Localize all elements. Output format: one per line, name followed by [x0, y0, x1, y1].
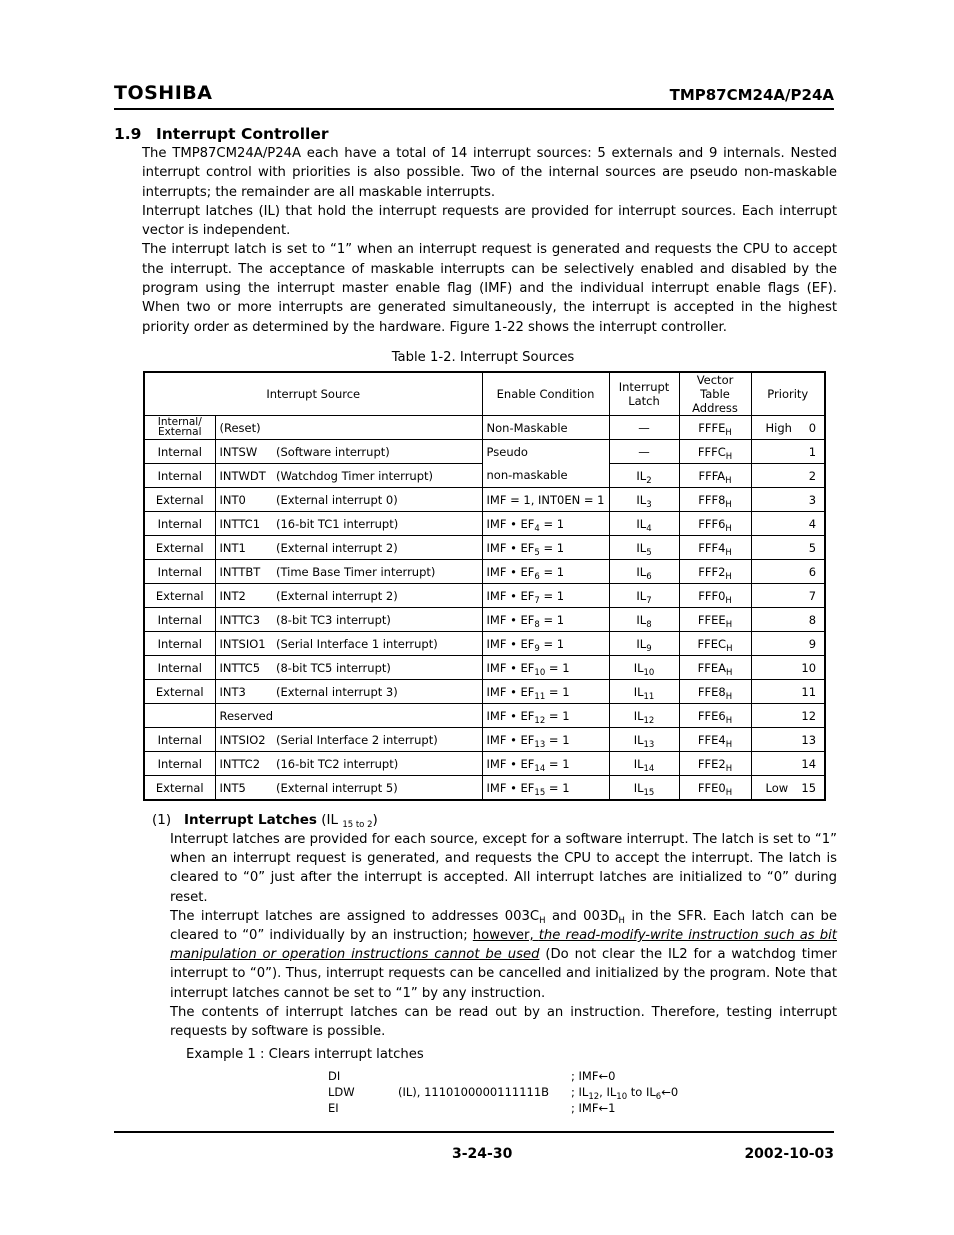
interrupt-sources-table: [143, 371, 826, 801]
latch-cell: $IL_9$: [609, 632, 679, 656]
table-row: [144, 416, 825, 440]
table-row: [144, 680, 825, 704]
section-number: 1.9: [114, 125, 142, 143]
vector-cell: $FFF8_H$: [679, 488, 751, 512]
table-caption: Table 1-2. Interrupt Sources: [391, 350, 575, 365]
priority-cell: High 0: [751, 416, 825, 440]
latch-cell: $IL_5$: [609, 536, 679, 560]
priority-cell: 5: [751, 536, 825, 560]
latch-cell: $IL_{15}$: [609, 776, 679, 801]
priority-cell: 12: [751, 704, 825, 728]
intro-paragraph-3: The interrupt latch is set to “1” when an interrupt request is generated and requests the CPU to accept the interrupt. The acceptance of maskable interrupts can be selectively enabled and disabled by the program using the interrupt master enable flag (IMF) and the individual interrupt enable flags (EF). When two or more interrupts are generated simultaneously, the interrupt is accepted in the highest priority order as determined by the hardware. Figure 1-22 shows the interrupt controller.: [142, 242, 837, 335]
priority-cell: 9: [751, 632, 825, 656]
priority-cell: 11: [751, 680, 825, 704]
source-name-cell: INTSW: [215, 440, 272, 464]
priority-cell: 13: [751, 728, 825, 752]
table-row: [144, 488, 825, 512]
source-desc-cell: (External interrupt 0): [272, 488, 482, 512]
enable-cell: Non-Maskable: [482, 416, 609, 440]
source-desc-cell: [272, 704, 482, 728]
priority-cell: 6: [751, 560, 825, 584]
enable-cell: IMF • $EF_4 = 1$: [482, 512, 609, 536]
table-row: [144, 464, 825, 488]
source-name-cell: INTWDT: [215, 464, 272, 488]
enable-cell: IMF • $EF_7 = 1$: [482, 584, 609, 608]
vector-cell: $FFEA_H$: [679, 656, 751, 680]
source-name-cell: INTTC5: [215, 656, 272, 680]
source-desc-cell: (16-bit TC1 interrupt): [272, 512, 482, 536]
latch-cell: $IL_{11}$: [609, 680, 679, 704]
priority-cell: 14: [751, 752, 825, 776]
section-title-text: Interrupt Controller: [156, 125, 329, 143]
type-cell: Internal: [144, 728, 215, 752]
vector-cell: $FFE8_H$: [679, 680, 751, 704]
latch-cell: $IL_4$: [609, 512, 679, 536]
vector-cell: $FFEC_H$: [679, 632, 751, 656]
latch-cell: $IL_7$: [609, 584, 679, 608]
enable-cell: Pseudo: [482, 440, 609, 464]
enable-cell: IMF • $EF_{15} = 1$: [482, 776, 609, 801]
source-name-cell: INTTC3: [215, 608, 272, 632]
enable-cell: IMF • $EF_{13} = 1$: [482, 728, 609, 752]
code-line: DI ; IMF←0: [328, 1069, 616, 1083]
source-name-cell: INT3: [215, 680, 272, 704]
latch-cell: $IL_{12}$: [609, 704, 679, 728]
source-name-cell: INT0: [215, 488, 272, 512]
type-cell: External: [144, 584, 215, 608]
enable-cell: IMF • $EF_5 = 1$: [482, 536, 609, 560]
footer-rule: [114, 1131, 834, 1133]
section-intro: [142, 144, 837, 337]
vector-cell: $FFFA_H$: [679, 464, 751, 488]
type-cell: Internal: [144, 440, 215, 464]
table-row: [144, 632, 825, 656]
priority-cell: 4: [751, 512, 825, 536]
vector-cell: $FFFC_H$: [679, 440, 751, 464]
source-desc-cell: (8-bit TC3 interrupt): [272, 608, 482, 632]
source-desc-cell: (External interrupt 2): [272, 584, 482, 608]
table-row: [144, 704, 825, 728]
page-number: 3-24-30: [452, 1146, 513, 1162]
toshiba-logo: TOSHIBA: [114, 82, 213, 104]
type-cell: External: [144, 536, 215, 560]
table-header-row: [144, 372, 825, 416]
source-desc-cell: (8-bit TC5 interrupt): [272, 656, 482, 680]
enable-cell: IMF • $EF_{11} = 1$: [482, 680, 609, 704]
source-name-cell: INTSIO2: [215, 728, 272, 752]
type-cell: External: [144, 680, 215, 704]
source-name-cell: INTTBT: [215, 560, 272, 584]
vector-cell: $FFFE_H$: [679, 416, 751, 440]
example-title: Example 1 : Clears interrupt latches: [186, 1047, 424, 1062]
vector-cell: $FFF6_H$: [679, 512, 751, 536]
header-enable-condition: Enable Condition: [482, 372, 609, 416]
type-cell: Internal: [144, 632, 215, 656]
table-row: [144, 608, 825, 632]
priority-cell: 10: [751, 656, 825, 680]
latch-paragraph-3: The contents of interrupt latches can be read out by an instruction. Therefore, testing interrupt requests by software is possible.: [170, 1004, 837, 1040]
source-desc-cell: (External interrupt 2): [272, 536, 482, 560]
source-desc-cell: (Serial Interface 1 interrupt): [272, 632, 482, 656]
priority-cell: 1: [751, 440, 825, 464]
source-name-cell: INT2: [215, 584, 272, 608]
table-row: [144, 560, 825, 584]
table-row: [144, 728, 825, 752]
vector-cell: $FFF2_H$: [679, 560, 751, 584]
source-desc-cell: (16-bit TC2 interrupt): [272, 752, 482, 776]
table-row: [144, 536, 825, 560]
priority-cell: 3: [751, 488, 825, 512]
latch-cell: $IL_{13}$: [609, 728, 679, 752]
priority-cell: 2: [751, 464, 825, 488]
latch-cell: —: [609, 416, 679, 440]
vector-cell: $FFF0_H$: [679, 584, 751, 608]
subsection-body: [170, 830, 837, 1041]
source-desc-cell: (External interrupt 3): [272, 680, 482, 704]
type-cell: [144, 704, 215, 728]
header-interrupt-source: Interrupt Source: [144, 372, 482, 416]
vector-cell: $FFF4_H$: [679, 536, 751, 560]
table-row: [144, 584, 825, 608]
source-desc-cell: (Software interrupt): [272, 440, 482, 464]
latch-paragraph-2: The interrupt latches are assigned to addresses $003C_H$ and $003D_H$ in the SFR. Each latch can be cleared to “0” individually by an instruction; however, the read-modify-write instruction such as bit manipulation or operation instructions cannot be used (Do not clear the IL2 for a watchdog timer interrupt to “0”). Thus, interrupt requests can be cancelled and initialized by the program. Note that interrupt latches cannot be set to “1” by any instruction.: [170, 908, 837, 1001]
priority-cell: Low 15: [751, 776, 825, 801]
code-line: LDW (IL), 1110100000111111B ; $IL_{12}$, $IL_{10}$ to $IL_6\leftarrow 0$: [328, 1085, 679, 1102]
type-cell: Internal: [144, 752, 215, 776]
vector-cell: $FFE4_H$: [679, 728, 751, 752]
intro-paragraph-2: Interrupt latches (IL) that hold the interrupt requests are provided for interrupt sources. Each interrupt vector is independent.: [142, 203, 837, 239]
source-cell: (Reset): [215, 416, 482, 440]
vector-cell: $FFE6_H$: [679, 704, 751, 728]
table-row: [144, 440, 825, 464]
document-date: 2002-10-03: [744, 1146, 834, 1162]
table-row: [144, 776, 825, 801]
header-priority: Priority: [751, 372, 825, 416]
source-desc-cell: (Serial Interface 2 interrupt): [272, 728, 482, 752]
source-desc-cell: (Time Base Timer interrupt): [272, 560, 482, 584]
enable-cell: IMF = 1, INT0EN = 1: [482, 488, 609, 512]
enable-cell: IMF • $EF_{10} = 1$: [482, 656, 609, 680]
code-line: EI ; IMF←1: [328, 1101, 616, 1115]
priority-cell: 7: [751, 584, 825, 608]
latch-cell: $IL_{10}$: [609, 656, 679, 680]
vector-cell: $FFE0_H$: [679, 776, 751, 801]
header-interrupt-latch: Interrupt Latch: [609, 372, 679, 416]
type-cell: Internal: [144, 464, 215, 488]
source-name-cell: INT5: [215, 776, 272, 801]
enable-cell: IMF • $EF_{14} = 1$: [482, 752, 609, 776]
enable-cell: non-maskable: [482, 464, 609, 488]
source-name-cell: INT1: [215, 536, 272, 560]
source-name-cell: Reserved: [215, 704, 272, 728]
type-cell: External: [144, 488, 215, 512]
latch-cell: $IL_6$: [609, 560, 679, 584]
table-row: [144, 512, 825, 536]
model-number: TMP87CM24A/P24A: [669, 86, 834, 104]
latch-paragraph-1: Interrupt latches are provided for each source, except for a software interrupt. The latch is set to “1” when an interrupt request is generated, and requests the CPU to accept the interrupt. The latch is cleared to “0” just after the interrupt is accepted. All interrupt latches are initialized to “0” during reset.: [170, 832, 837, 905]
latch-cell: —: [609, 440, 679, 464]
type-cell: Internal: [144, 560, 215, 584]
source-name-cell: INTSIO1: [215, 632, 272, 656]
type-cell: External: [144, 776, 215, 801]
enable-cell: IMF • $EF_8 = 1$: [482, 608, 609, 632]
vector-cell: $FFEE_H$: [679, 608, 751, 632]
type-cell: Internal: [144, 608, 215, 632]
table-row: [144, 752, 825, 776]
latch-cell: $IL_8$: [609, 608, 679, 632]
priority-cell: 8: [751, 608, 825, 632]
section-title: [114, 125, 329, 143]
header-vector-address: Vector Table Address: [679, 372, 751, 416]
source-desc-cell: (Watchdog Timer interrupt): [272, 464, 482, 488]
type-cell: Internal: [144, 512, 215, 536]
source-name-cell: INTTC1: [215, 512, 272, 536]
source-name-cell: INTTC2: [215, 752, 272, 776]
type-cell: Internal: [144, 656, 215, 680]
enable-cell: IMF • $EF_9 = 1$: [482, 632, 609, 656]
latch-cell: $IL_{14}$: [609, 752, 679, 776]
subsection-heading: (1) Interrupt Latches (IL $_{15 to 2}$): [152, 812, 378, 830]
header-rule: [114, 108, 834, 110]
vector-cell: $FFE2_H$: [679, 752, 751, 776]
table-row: [144, 656, 825, 680]
source-desc-cell: (External interrupt 5): [272, 776, 482, 801]
type-cell: Internal/ External: [144, 416, 215, 440]
example-code: [328, 1068, 748, 1116]
latch-cell: $IL_2$: [609, 464, 679, 488]
latch-cell: $IL_3$: [609, 488, 679, 512]
enable-cell: IMF • $EF_6 = 1$: [482, 560, 609, 584]
enable-cell: IMF • $EF_{12} = 1$: [482, 704, 609, 728]
intro-paragraph-1: The TMP87CM24A/P24A each have a total of 14 interrupt sources: 5 externals and 9 internals. Nested interrupt control with priorities is also possible. Two of the internal sources are pseudo non-maskable interrupts; the remainder are all maskable interrupts.: [142, 146, 837, 200]
